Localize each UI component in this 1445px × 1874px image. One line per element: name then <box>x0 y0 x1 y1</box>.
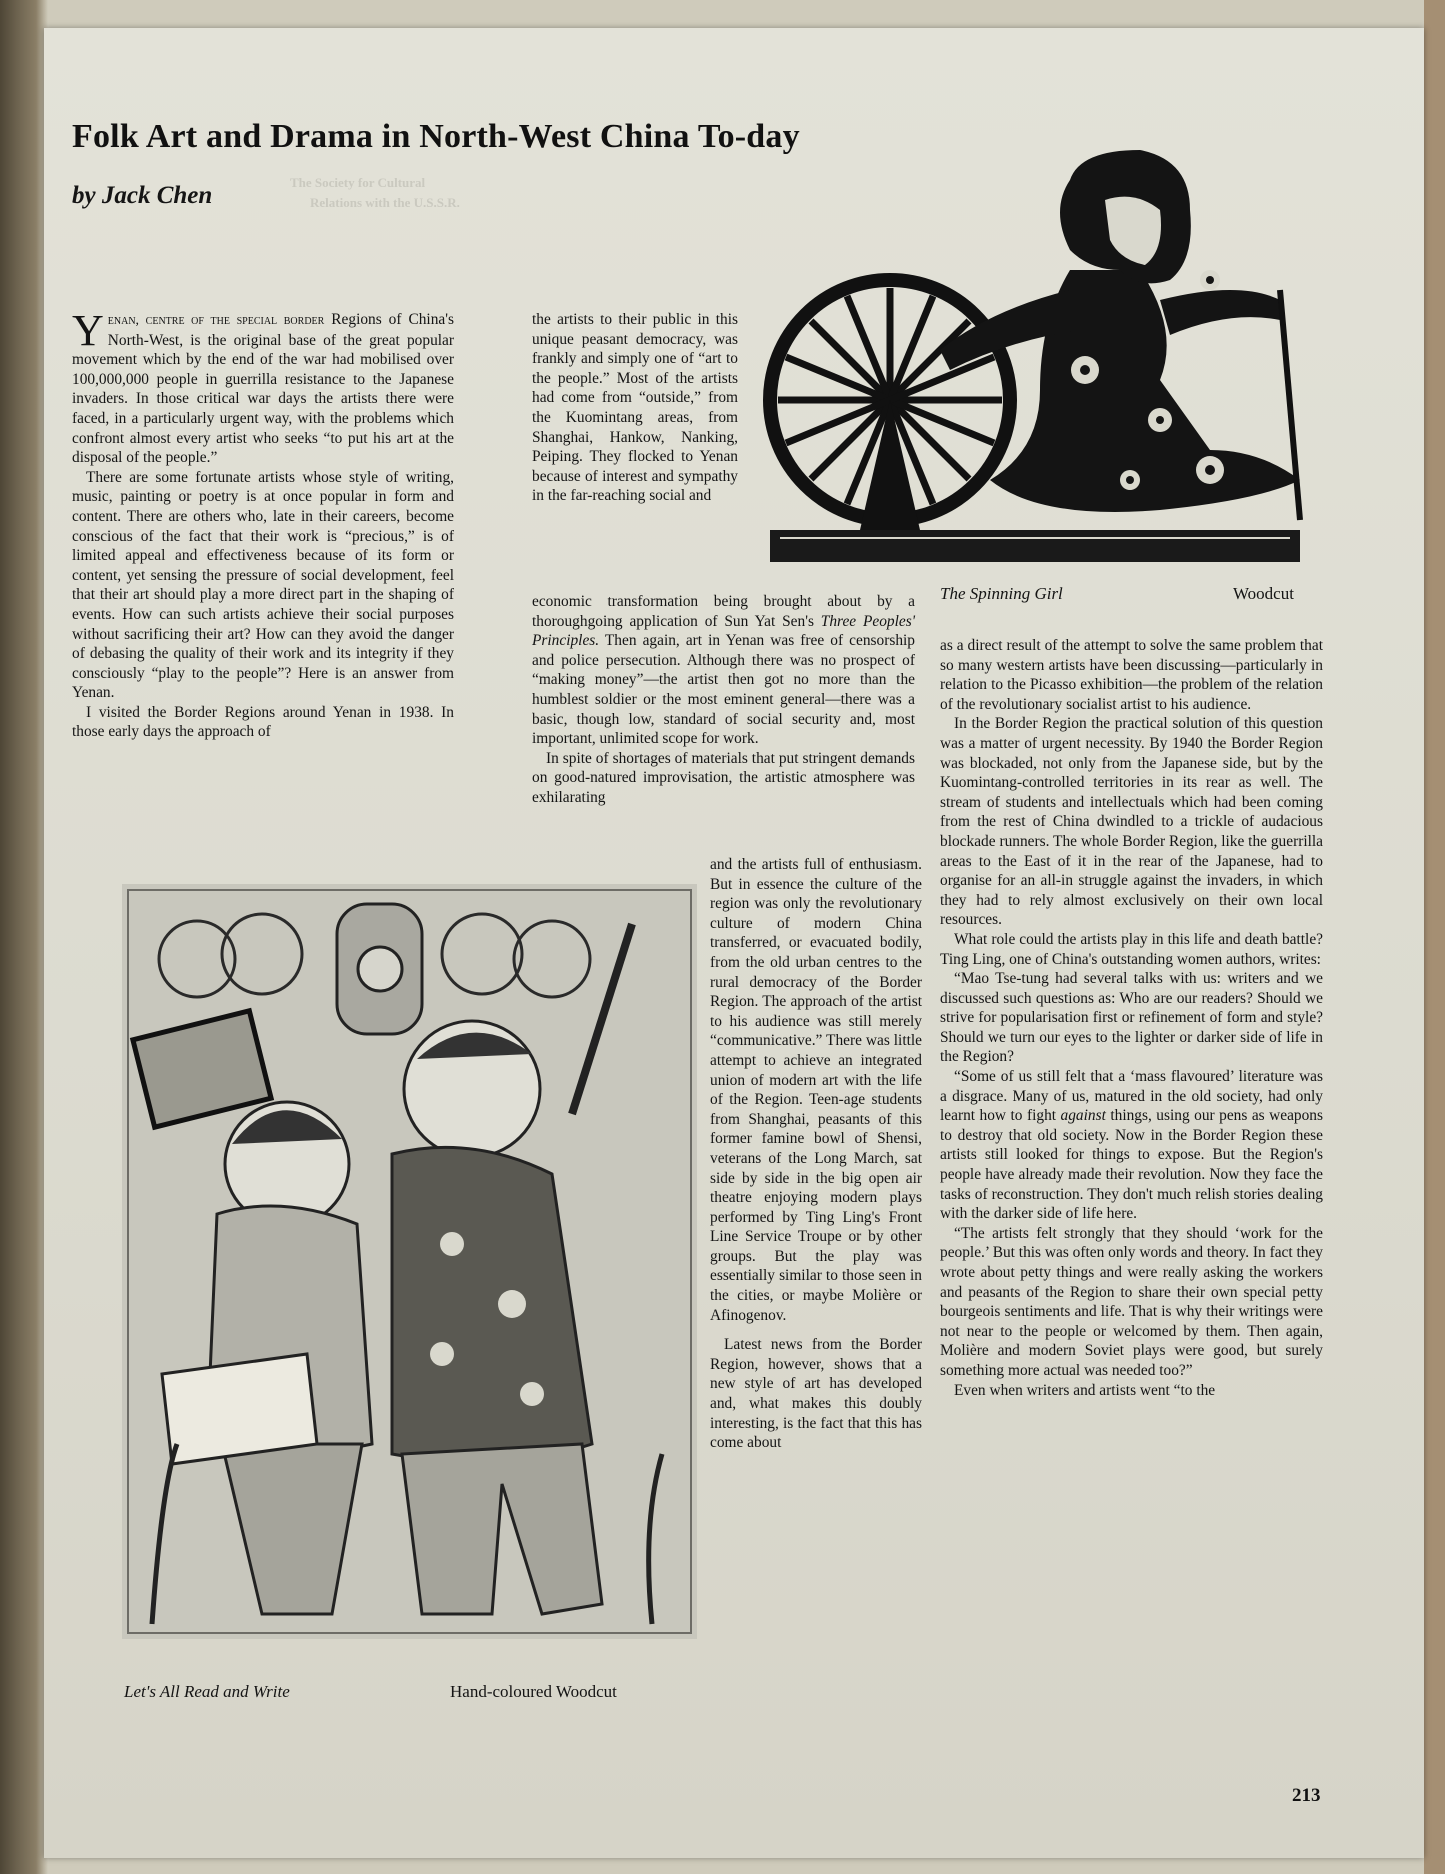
small-caps-lead: enan, centre of the special border <box>107 313 325 328</box>
column-3 <box>940 636 1323 1400</box>
col3-para7: Even when writers and artists went “to the <box>954 1381 1216 1399</box>
bleedthrough-text: Relations with the U.S.S.R. <box>310 195 460 210</box>
col3-para6: “The artists felt strongly that they should ‘work for the people.’ But this was often only words and theory. In fact they wrote about petty things and were really asking the workers and peasants of the Region to share their own special petty bourgeois sentiments and life. That is why their writings were not near to the people or welcomed by them. Then again, Molière and modern Soviet plays were good, but surely something more actual was needed too?” <box>940 1224 1323 1379</box>
column-2-middle <box>532 592 915 808</box>
column-2-narrow <box>710 855 922 1453</box>
column-2-top <box>532 310 738 506</box>
paragraph-1 <box>72 306 454 468</box>
col3-para4: “Mao Tse-tung had several talks with us: writers and we discussed such questions as: Who are our readers? Should we strive for popularisation first or refinement of form and style? Should we turn our eyes to the lighter or darker side of life in the Region? <box>940 970 1323 1066</box>
col2-narrow-para2: Latest news from the Border Region, however, shows that a new style of art has developed and, what makes this doubly interesting, is the fact that this has come about <box>710 1336 922 1452</box>
page-number: 213 <box>1292 1785 1321 1806</box>
col2-mid-para2: In spite of shortages of materials that put stringent demands on good-natured improvisation, the artistic atmosphere was exhilarating <box>532 749 915 806</box>
col3-para2: In the Border Region the practical solution of this question was a matter of urgent necessity. By 1940 the Border Region was blockaded, not only from the Japanese side, but by the Kuomintang-controlled territories in its rear as well. The stream of students and intellectuals which had been coming from the rest of China dwindled to a trickle of audacious blockade runners. The whole Border Region, like the guerrilla areas to the East of it in the rear of the Japanese, had to organise for an all-in struggle against the invaders, in which they had to rely almost exclusively on their own local resources. <box>940 715 1323 929</box>
col2-top-text: the artists to their public in this unique peasant democracy, was frankly and simply one of “art to the people.” Most of the artists had come from “outside,” from the Kuomintang areas, from Shanghai, Hankow, Nanking, Peiping. They flocked to Yenan because of interest and sympathy in the far-reaching social and <box>532 311 738 505</box>
children-caption-medium: Hand-coloured Woodcut <box>450 1682 617 1701</box>
paragraph-2: There are some fortunate artists whose style of writing, music, painting or poetry is at once popular in form and content. There are others who, late in their careers, become conscious of the fact that their work is “precious,” is of limited appeal and effectiveness because of its form or content, yet sensing the pressure of social development, feel that their art should play a more direct part in the shaping of events. How can such artists achieve their social purposes without sacrificing their art? How can they avoid the danger of debasing the quality of their work and its integrity if they consciously “play to the people”? Here is an answer from Yenan. <box>72 468 454 702</box>
bleedthrough-text: The Society for Cultural <box>290 175 426 190</box>
children-woodcut <box>122 884 697 1639</box>
spinning-girl-caption-medium: Woodcut <box>1233 584 1294 603</box>
col2-mid-para: economic transformation being brought about by a thoroughgoing application of Sun Yat Sen's Three Peoples' Principles. Then again, art in Yenan was free of censorship and police persecution. Although there was no prospect of “making money”—the artist then got no more than the humblest soldier or the most eminent general—there was a basic, though low, standard of social security and, most important, unlimited scope for work. <box>532 593 915 748</box>
byline: by Jack Chen <box>72 182 213 209</box>
article-title: Folk Art and Drama in North-West China To-day <box>72 118 800 155</box>
col2-narrow-para1: and the artists full of enthusiasm. But in essence the culture of the region was only the revolutionary culture of modern China transferred, or evacuated bodily, from the old urban centres to the rural democracy of the Border Region. The approach of the artist to his audience was still merely “communicative.” There was little attempt to achieve an integrated union of modern art with the life of the Region. Teen-age students from Shanghai, peasants of this former famine bowl of Shensi, veterans of the Long March, sat side by side in the big open air theatre enjoying modern plays performed by Ting Ling's Front Line Service Troupe or by other groups. But the play was essentially similar to those seen in the cities, or maybe Molière or Afinogenov. <box>710 856 922 1324</box>
column-1 <box>72 306 454 850</box>
spinning-girl-caption-title: The Spinning Girl <box>940 584 1063 603</box>
drop-cap: Y <box>72 306 104 355</box>
spinning-girl-woodcut <box>740 150 1330 580</box>
paragraph-3: I visited the Border Regions around Yenan in 1938. In those early days the approach of <box>72 703 454 741</box>
col3-para1: as a direct result of the attempt to solve the same problem that so many western artists have been discussing—particularly in relation to the Picasso exhibition—the problem of the relation of the revolutionary socialist artist to his audience. <box>940 637 1323 713</box>
paragraph-1-text: Regions of China's North-West, is the original base of the great popular movement which by the end of the war had mobilised over 100,000,000 people in guerrilla resistance to the Japanese invaders. In those critical war days the artists there were faced, in a particularly urgent way, with the problems which confront almost every artist who seeks “to put his art at the disposal of the people.” <box>72 311 454 467</box>
col3-para5: “Some of us still felt that a ‘mass flavoured’ literature was a disgrace. Many of us, matured in the old society, had only learnt how to fight against things, using our pens as weapons to destroy that old society. Now in the Border Region these artists still looked for things to expose. But the Region's people have already made their revolution. Now they face the tasks of reconstruction. They don't much relish stories dealing with the darker side of life here. <box>940 1068 1323 1223</box>
right-edge <box>1424 0 1445 1874</box>
col3-para3: What role could the artists play in this life and death battle? Ting Ling, one of China's outstanding women authors, writes: <box>940 930 1323 968</box>
children-caption-title: Let's All Read and Write <box>124 1682 290 1701</box>
